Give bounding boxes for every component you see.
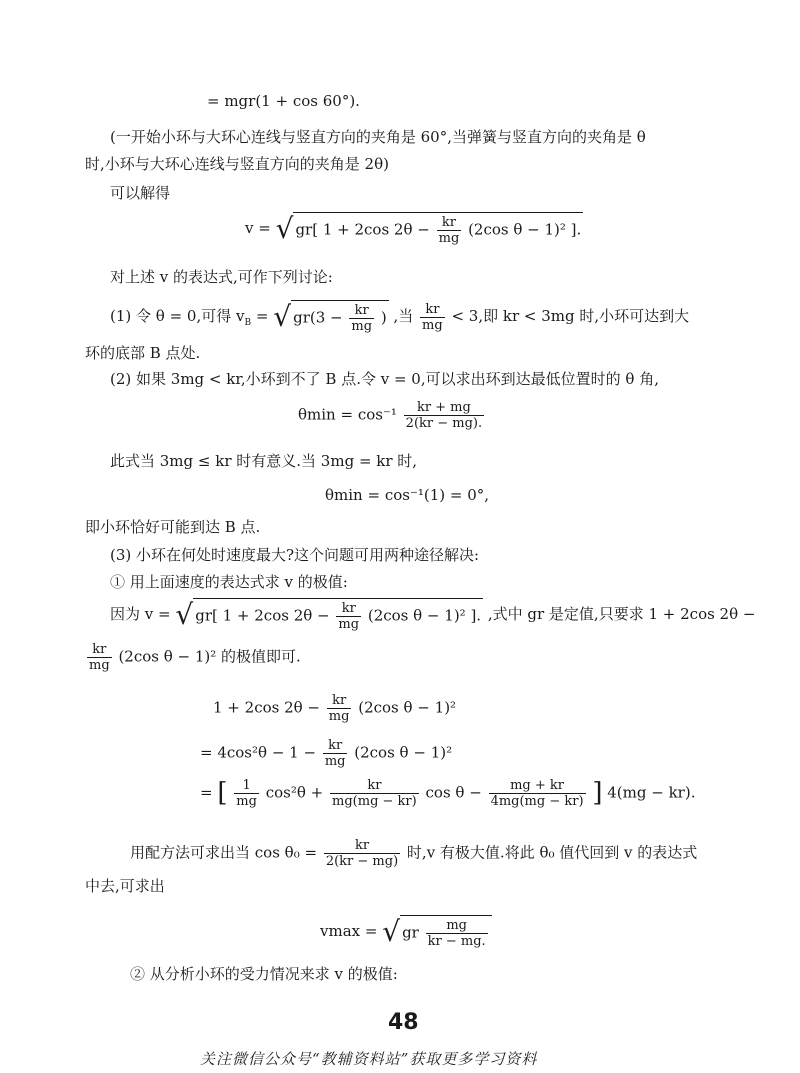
numerator: kr — [87, 642, 112, 658]
fraction — [489, 778, 586, 809]
fraction — [87, 642, 112, 673]
denominator: mg(mg − kr) — [332, 794, 417, 810]
paragraph — [85, 518, 260, 536]
text: (1) 令 θ = 0,可得 v — [110, 307, 245, 325]
numerator: kr — [336, 601, 361, 617]
text: (2cos θ − 1)² — [358, 698, 457, 717]
radicand — [291, 300, 389, 334]
radicand — [293, 212, 583, 246]
numerator: kr — [437, 215, 462, 231]
text: 因为 v = — [110, 605, 171, 623]
fraction — [426, 918, 488, 949]
numerator: 1 — [234, 778, 259, 794]
sqrt — [273, 300, 388, 334]
denominator: mg — [236, 794, 257, 810]
text: 可以解得 — [110, 184, 171, 202]
item-3 — [110, 546, 479, 564]
numerator: kr + mg — [404, 400, 484, 416]
fraction — [349, 303, 374, 334]
text: (2cos θ − 1)² ]. — [468, 220, 582, 239]
eq-deriv-3 — [200, 778, 695, 809]
text: 4(mg − kr). — [607, 783, 696, 802]
fraction — [404, 400, 484, 431]
page-number: 48 — [388, 1010, 419, 1035]
text: = — [255, 307, 269, 325]
text: θmin = cos⁻¹ — [298, 405, 397, 424]
denominator: mg — [422, 317, 443, 333]
sqrt — [175, 598, 483, 632]
eq-theta-min — [298, 400, 486, 431]
eq-theta-zero — [325, 486, 489, 504]
fraction — [234, 778, 259, 809]
denominator: mg — [338, 617, 360, 632]
text: (2cos θ − 1)² 的极值即可. — [118, 647, 301, 666]
denominator: 2(kr − mg). — [405, 416, 483, 431]
numerator: kr — [420, 302, 445, 318]
radical-sign: √ — [273, 300, 292, 334]
paragraph — [110, 184, 170, 202]
bracket: [ — [217, 778, 228, 808]
footer-watermark: 关注微信公众号“教辅资料站”获取更多学习资料 — [200, 1050, 538, 1068]
denominator: mg — [351, 319, 373, 334]
paragraph — [85, 877, 165, 895]
sqrt — [276, 212, 584, 246]
subscript: B — [244, 318, 252, 328]
text: ,式中 gr 是定值,只要求 1 + 2cos 2θ − — [487, 605, 756, 623]
text: 时,v 有极大值.将此 θ₀ 值代回到 v 的表达式 — [406, 843, 698, 862]
text: (2cos θ − 1)² ]. — [367, 606, 482, 625]
denominator: mg — [328, 709, 350, 724]
text: = mgr(1 + cos 60°). — [207, 92, 360, 110]
denominator: 4mg(mg − kr) — [490, 794, 584, 810]
sqrt — [382, 915, 491, 949]
radicand — [400, 915, 492, 949]
text: 此式当 3mg ≤ kr 时有意义.当 3mg = kr 时, — [110, 452, 418, 470]
paragraph — [110, 128, 646, 146]
denominator: mg — [89, 658, 110, 673]
text: 即小环恰好可能到达 B 点. — [85, 518, 261, 536]
method-1 — [110, 573, 348, 591]
eq-energy — [207, 92, 360, 110]
text: 用配方法可求出当 cos θ₀ = — [130, 843, 318, 862]
fraction — [420, 302, 445, 333]
item-2 — [110, 370, 659, 388]
eq-v — [245, 212, 583, 246]
text: ,当 — [393, 307, 414, 325]
fraction — [324, 838, 400, 869]
numerator: kr — [349, 303, 374, 319]
numerator: kr — [327, 693, 352, 709]
text: 时,小环与大环心连线与竖直方向的夹角是 2θ) — [85, 155, 389, 173]
denominator: 2(kr − mg) — [325, 854, 399, 869]
text: 中去,可求出 — [85, 877, 165, 895]
eq-vmax — [320, 915, 492, 949]
text: vmax = — [320, 922, 378, 940]
paragraph — [110, 268, 333, 286]
text: gr[ 1 + 2cos 2θ − — [295, 220, 430, 239]
fraction — [327, 693, 352, 724]
bracket: ] — [592, 778, 603, 808]
radical-sign: √ — [175, 598, 194, 632]
denominator: kr − mg. — [427, 934, 486, 949]
text: (2cos θ − 1)² — [354, 743, 453, 762]
paragraph — [110, 598, 755, 632]
text: gr — [402, 923, 419, 942]
text: gr[ 1 + 2cos 2θ − — [195, 606, 330, 625]
text: 对上述 v 的表达式,可作下列讨论: — [110, 268, 333, 286]
text: = 4cos²θ − 1 − — [200, 743, 317, 762]
eq-deriv-1 — [213, 693, 456, 724]
text: 1 + 2cos 2θ − — [213, 698, 320, 717]
fraction — [437, 215, 462, 246]
text: ) — [380, 308, 387, 327]
numerator: kr — [323, 738, 348, 754]
numerator: mg — [426, 918, 488, 934]
eq-deriv-2 — [200, 738, 452, 769]
paragraph — [85, 642, 301, 673]
fraction — [323, 738, 348, 769]
radical-sign: √ — [275, 212, 294, 246]
text: (一开始小环与大环心连线与竖直方向的夹角是 60°,当弹簧与竖直方向的夹角是 θ — [110, 128, 646, 146]
fraction — [336, 601, 361, 632]
text: (2) 如果 3mg < kr,小环到不了 B 点.令 v = 0,可以求出环到达最低位置时的 θ 角, — [110, 370, 659, 388]
denominator: mg — [438, 231, 460, 246]
numerator: mg + kr — [489, 778, 586, 794]
text: = — [200, 783, 213, 802]
text: gr(3 − — [293, 308, 343, 327]
text: θmin = cos⁻¹(1) = 0°, — [325, 486, 490, 504]
text: < 3,即 kr < 3mg 时,小环可达到大 — [451, 307, 690, 325]
paragraph — [85, 155, 389, 173]
fraction — [330, 778, 419, 809]
denominator: mg — [324, 754, 346, 769]
radicand — [193, 598, 483, 632]
paragraph — [110, 452, 417, 470]
method-2 — [130, 965, 398, 983]
item-1 — [110, 300, 689, 334]
numerator: kr — [330, 778, 419, 794]
text: ① 用上面速度的表达式求 v 的极值: — [110, 573, 348, 591]
paragraph — [85, 344, 200, 362]
radical-sign: √ — [382, 915, 401, 949]
text: ② 从分析小环的受力情况来求 v 的极值: — [130, 965, 398, 983]
text: (3) 小环在何处时速度最大?这个问题可用两种途径解决: — [110, 546, 480, 564]
paragraph — [130, 838, 697, 869]
text: 环的底部 B 点处. — [85, 344, 201, 362]
numerator: kr — [324, 838, 400, 854]
text: cos²θ + — [265, 783, 324, 802]
text: v = — [245, 219, 271, 237]
text: cos θ − — [425, 783, 482, 802]
